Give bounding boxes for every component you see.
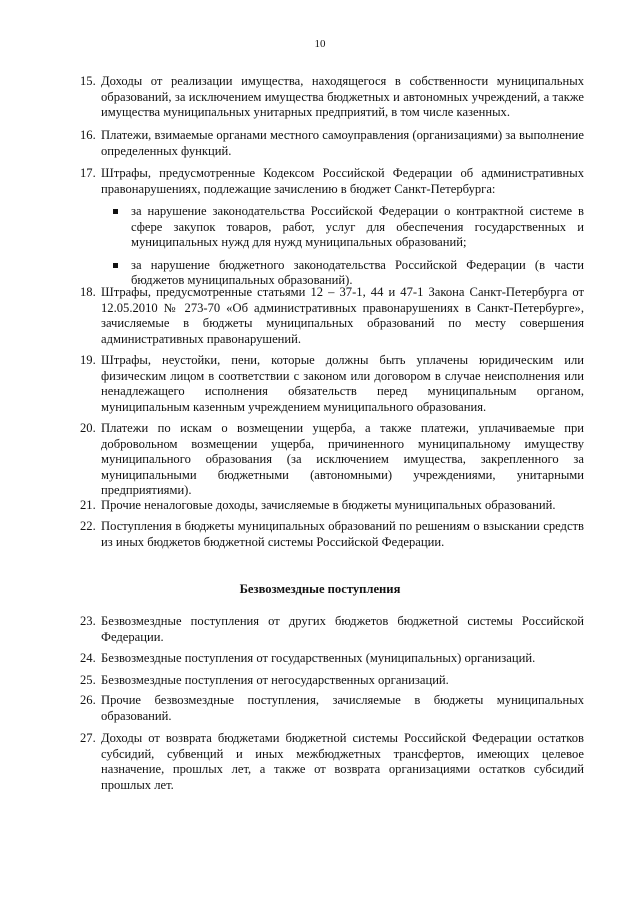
list-item-21	[80, 498, 584, 514]
list-item-25	[80, 673, 584, 689]
item-number: 18.	[80, 285, 96, 299]
bullet-text: за нарушение бюджетного законодательства Российской Федерации (в части бюджетов муниципальных образований).	[131, 257, 584, 287]
item-number: 25.	[80, 673, 96, 687]
list-item-19	[80, 353, 584, 415]
list-item-18	[80, 285, 584, 347]
item-text: Платежи по искам о возмещении ущерба, а также платежи, уплачиваемые при добровольном возмещении ущерба, причиненного муниципальному имуществу муниципального образования (за исключением имущества, закрепленного за муниципальными бюджетными (автономными) учреждениями, унитарными предприятиями).	[101, 421, 584, 497]
bullet-text: за нарушение законодательства Российской Федерации о контрактной системе в сфере закупок товаров, работ, услуг для обеспечения государственных и муниципальных нужд для нужд муниципальных образований;	[131, 204, 584, 249]
list-item-27	[80, 731, 584, 793]
list-item-23	[80, 614, 584, 645]
item-number: 21.	[80, 498, 96, 512]
item-text: Безвозмездные поступления от негосударственных организаций.	[101, 673, 449, 687]
item-text: Прочие неналоговые доходы, зачисляемые в бюджеты муниципальных образований.	[101, 498, 556, 512]
list-item-22	[80, 519, 584, 550]
item-number: 24.	[80, 651, 96, 665]
bullet-item	[101, 258, 584, 289]
item-text: Штрафы, предусмотренные Кодексом Российской Федерации об административных правонарушениях, подлежащие зачислению в бюджет Санкт-Петербурга:	[101, 166, 584, 196]
item-number: 20.	[80, 421, 96, 435]
item-number: 22.	[80, 519, 96, 533]
bullet-square-icon	[113, 263, 118, 268]
section-heading: Безвозмездные поступления	[239, 582, 401, 596]
item-text: Штрафы, предусмотренные статьями 12 – 37-1, 44 и 47-1 Закона Санкт-Петербурга от 12.05.2010 № 273-70 «Об административных правонарушениях в Санкт-Петербурге», зачисляемые в бюджеты муниципальных образований по месту совершения административных правонарушений.	[101, 285, 584, 346]
page-number: 10	[314, 38, 326, 50]
list-item-24	[80, 651, 584, 667]
list-item-20	[80, 421, 584, 499]
item-text: Доходы от возврата бюджетами бюджетной системы Российской Федерации остатков субсидий, субвенций и иных межбюджетных трансфертов, имеющих целевое назначение, прошлых лет, а также от возврата организациями остатков субсидий прошлых лет.	[101, 731, 584, 792]
item-text: Штрафы, неустойки, пени, которые должны быть уплачены юридическим или физическим лицом в соответствии с законом или договором в случае неисполнения или ненадлежащего исполнения обязательств перед муниципальным органом, муниципальным казенным учреждением муниципального образования.	[101, 353, 584, 414]
item-number: 27.	[80, 731, 96, 745]
item-text: Безвозмездные поступления от других бюджетов бюджетной системы Российской Федерации.	[101, 614, 584, 644]
list-item-26	[80, 693, 584, 724]
list-item-15	[80, 74, 584, 121]
item-text: Безвозмездные поступления от государственных (муниципальных) организаций.	[101, 651, 536, 665]
item-text: Поступления в бюджеты муниципальных образований по решениям о взыскании средств из иных бюджетов бюджетной системы Российской Федерации.	[101, 519, 584, 549]
item-number: 23.	[80, 614, 96, 628]
item-text: Платежи, взимаемые органами местного самоуправления (организациями) за выполнение определенных функций.	[101, 128, 584, 158]
item-number: 15.	[80, 74, 96, 88]
item-number: 26.	[80, 693, 96, 707]
bullet-item	[101, 204, 584, 251]
list-item-17	[80, 166, 584, 296]
item-text: Доходы от реализации имущества, находящегося в собственности муниципальных образований, за исключением имущества бюджетных и автономных учреждений, а также имущества муниципальных унитарных предприятий, в том числе казенных.	[101, 74, 584, 119]
bullet-list	[101, 204, 584, 289]
item-number: 19.	[80, 353, 96, 367]
item-number: 16.	[80, 128, 96, 142]
bullet-square-icon	[113, 209, 118, 214]
list-item-16	[80, 128, 584, 159]
item-text: Прочие безвозмездные поступления, зачисляемые в бюджеты муниципальных образований.	[101, 693, 584, 723]
item-number: 17.	[80, 166, 96, 180]
